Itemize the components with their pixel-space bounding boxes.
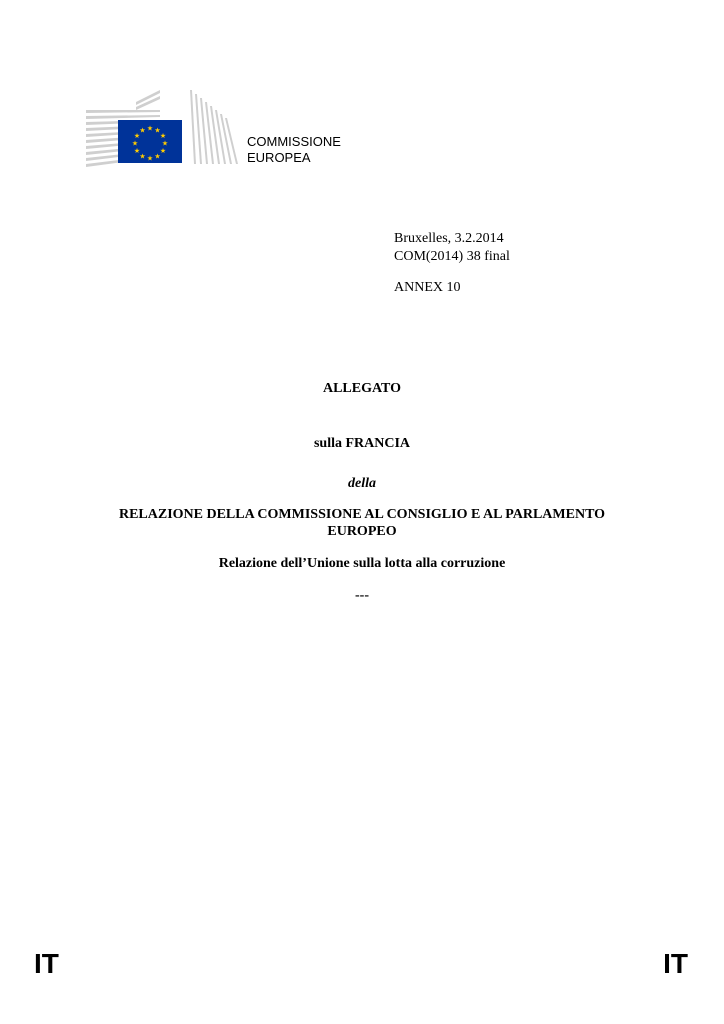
org-line-1: COMMISSIONE <box>247 134 341 149</box>
organization-name <box>247 134 341 166</box>
report-title <box>0 506 724 540</box>
della-text: della <box>348 476 376 491</box>
report-title-line-1: RELAZIONE DELLA COMMISSIONE AL CONSIGLIO E AL PARLAMENTO <box>118 507 606 522</box>
annex-number: ANNEX 10 <box>394 280 461 295</box>
document-reference <box>394 230 510 297</box>
svg-text:★: ★ <box>131 139 139 148</box>
report-title-line-2: EUROPEO <box>327 524 397 539</box>
svg-text:★: ★ <box>154 126 161 135</box>
org-line-2: EUROPEA <box>247 150 311 165</box>
svg-text:★: ★ <box>139 152 146 161</box>
svg-text:★: ★ <box>133 147 141 155</box>
svg-text:★: ★ <box>154 152 161 161</box>
report-subtitle: Relazione dell’Unione sulla lotta alla corruzione <box>218 556 506 571</box>
eu-commission-logo-icon <box>86 88 246 168</box>
svg-text:★: ★ <box>133 132 141 140</box>
svg-text:★: ★ <box>159 147 167 155</box>
svg-text:★: ★ <box>146 124 154 133</box>
language-code-left: IT <box>34 948 59 979</box>
svg-text:★: ★ <box>161 139 169 148</box>
svg-text:★: ★ <box>139 126 146 135</box>
svg-text:★: ★ <box>159 132 167 140</box>
separator: --- <box>355 588 369 603</box>
language-code-right: IT <box>663 948 688 979</box>
place-date: Bruxelles, 3.2.2014 <box>394 231 504 246</box>
document-code: COM(2014) 38 final <box>394 249 510 264</box>
country-heading: sulla FRANCIA <box>313 436 411 451</box>
allegato-heading: ALLEGATO <box>322 381 402 396</box>
svg-text:★: ★ <box>146 154 154 163</box>
